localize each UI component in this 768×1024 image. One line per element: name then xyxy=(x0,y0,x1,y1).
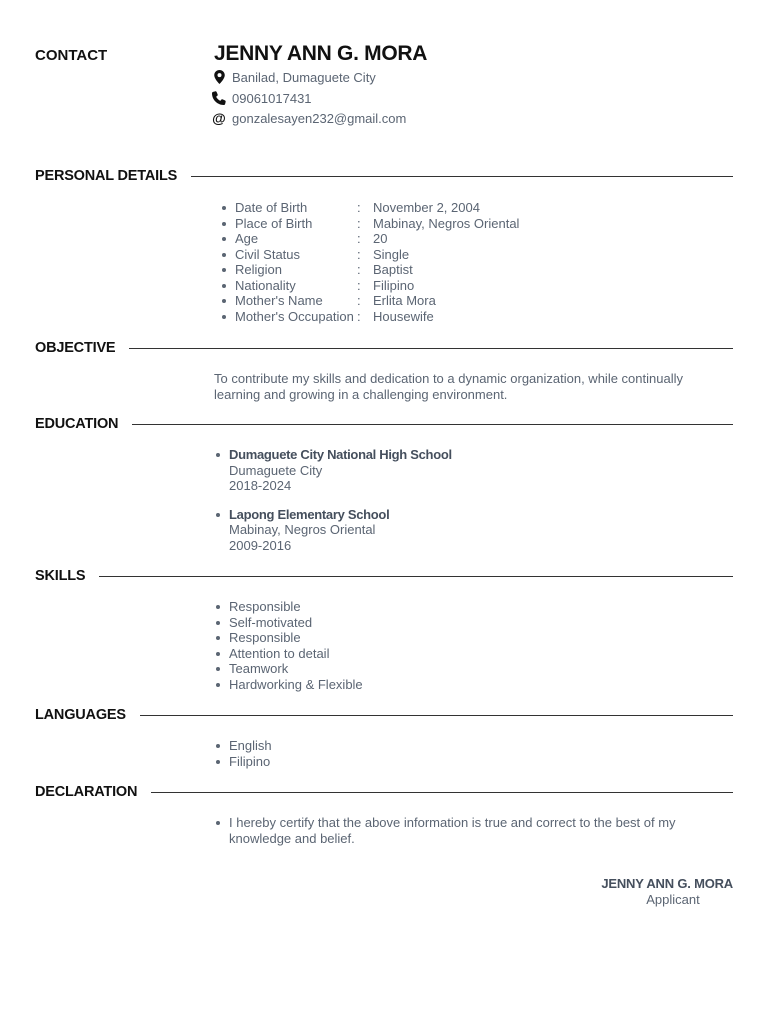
education-list xyxy=(214,447,694,566)
declaration-list xyxy=(214,815,704,846)
at-sign-icon: @ xyxy=(212,110,226,126)
detail-row: Civil Status : Single xyxy=(220,247,519,263)
objective-header xyxy=(35,340,733,356)
detail-row: Religion : Baptist xyxy=(220,262,519,278)
education-entry xyxy=(214,507,694,554)
school-name: Lapong Elementary School xyxy=(229,506,390,522)
section-title: PERSONAL DETAILS xyxy=(35,168,178,184)
section-divider xyxy=(129,348,733,349)
detail-row: Place of Birth : Mabinay, Negros Oriental xyxy=(220,216,519,232)
address-text: Banilad, Dumaguete City xyxy=(232,69,376,85)
location-pin-icon xyxy=(211,69,227,85)
contact-heading: CONTACT xyxy=(35,47,108,64)
address-line xyxy=(211,69,376,85)
phone-icon xyxy=(211,90,227,106)
school-location: Dumaguete City xyxy=(229,462,323,478)
section-title: SKILLS xyxy=(35,568,86,584)
declaration-header xyxy=(35,784,733,800)
section-divider xyxy=(140,715,733,716)
skill-item: Hardworking & Flexible xyxy=(214,677,363,693)
school-years: 2009-2016 xyxy=(229,537,292,553)
skill-item: Responsible xyxy=(214,630,363,646)
skill-item: Self-motivated xyxy=(214,615,363,631)
signature-role: Applicant xyxy=(646,892,700,907)
phone-line xyxy=(211,90,312,106)
detail-row: Nationality : Filipino xyxy=(220,278,519,294)
objective-text: To contribute my skills and dedication to a dynamic organization, while continually learning and growing in a challenging environment. xyxy=(214,371,683,402)
detail-row: Mother's Occupation : Housewife xyxy=(220,309,519,325)
email-text[interactable]: gonzalesayen232@gmail.com xyxy=(232,110,407,126)
section-title: EDUCATION xyxy=(35,416,119,432)
languages-list xyxy=(214,738,272,769)
skills-list xyxy=(214,599,363,692)
school-years: 2018-2024 xyxy=(229,478,292,493)
email-line xyxy=(211,110,406,126)
section-divider xyxy=(151,792,733,793)
language-item: English xyxy=(214,738,272,754)
signature-name: JENNY ANN G. MORA xyxy=(601,876,733,891)
education-entry xyxy=(214,447,694,494)
detail-row: Mother's Name : Erlita Mora xyxy=(220,293,519,309)
section-divider xyxy=(99,576,733,577)
skill-item: Responsible xyxy=(214,599,363,615)
skill-item: Attention to detail xyxy=(214,646,363,662)
section-divider xyxy=(191,176,733,177)
languages-header xyxy=(35,707,733,723)
section-title: LANGUAGES xyxy=(35,707,126,723)
skill-item: Teamwork xyxy=(214,661,363,677)
language-item: Filipino xyxy=(214,754,272,770)
section-title: DECLARATION xyxy=(35,784,138,800)
phone-text: 09061017431 xyxy=(232,90,312,106)
detail-row: Date of Birth : November 2, 2004 xyxy=(220,200,519,216)
personal-details-list xyxy=(220,200,519,324)
personal-details-header xyxy=(35,168,733,184)
section-divider xyxy=(132,424,733,425)
school-name: Dumaguete City National High School xyxy=(229,447,452,462)
applicant-name: JENNY ANN G. MORA xyxy=(214,42,428,65)
detail-row: Age : 20 xyxy=(220,231,519,247)
education-header xyxy=(35,416,733,432)
skills-header xyxy=(35,568,733,584)
section-title: OBJECTIVE xyxy=(35,340,116,356)
declaration-text: I hereby certify that the above information is true and correct to the best of my knowledge and belief. xyxy=(214,815,704,846)
school-location: Mabinay, Negros Oriental xyxy=(229,522,376,537)
